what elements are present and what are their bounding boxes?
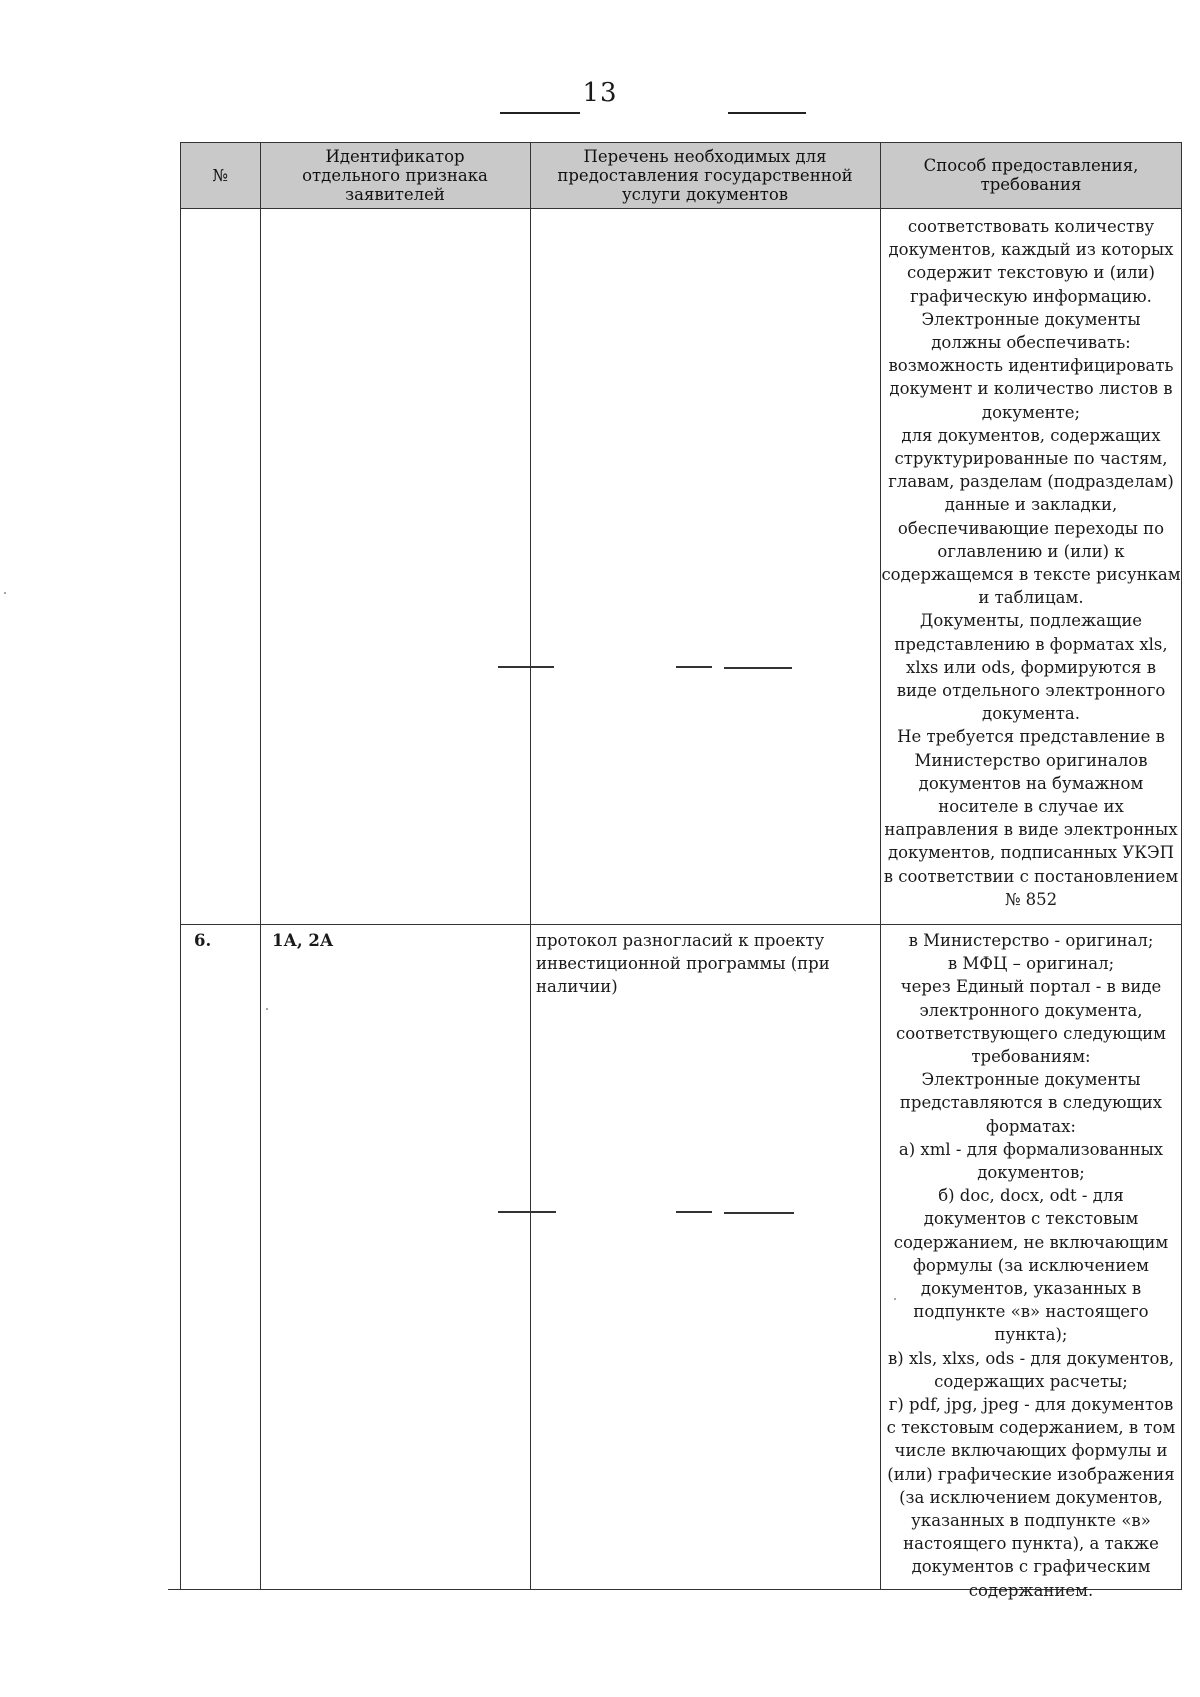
text-line: форматах: — [986, 1116, 1076, 1136]
text-line: документов, подписанных УКЭП — [887, 843, 1175, 863]
text-line: содержит текстовую и (или) — [907, 263, 1155, 283]
text-line: для документов, содержащих — [901, 425, 1161, 445]
scan-speck — [4, 592, 6, 594]
row-divider-6 — [180, 924, 1182, 925]
text-line: главам, разделам (подразделам) — [888, 472, 1174, 492]
scan-mark-rule — [498, 1211, 556, 1213]
text-line: документ и количество листов в — [889, 379, 1173, 399]
text-line: документе; — [981, 402, 1081, 422]
text-line: (за исключением документов, — [899, 1487, 1163, 1507]
scan-speck — [894, 1298, 896, 1300]
text-line: в Министерство - оригинал; — [908, 931, 1154, 950]
text-line: через Единый портал - в виде — [900, 977, 1162, 997]
scan-mark-rule — [676, 1211, 712, 1213]
text-line: документа. — [982, 704, 1080, 724]
table-left-border — [180, 142, 181, 1590]
text-line: наличии) — [536, 977, 618, 997]
text-line: представляются в следующих — [899, 1093, 1163, 1113]
documents-table — [180, 142, 1182, 1600]
text-line: настоящего пункта), а также — [903, 1534, 1159, 1554]
text-line: подпункте «в» настоящего — [913, 1302, 1149, 1322]
text-line: и таблицам. — [978, 588, 1084, 608]
text-line: направления в виде электронных — [884, 820, 1178, 840]
text-line: документов с графическим — [911, 1557, 1151, 1577]
text-line: в соответствии с постановлением — [883, 866, 1179, 886]
text-line: оглавлению и (или) к — [937, 541, 1125, 561]
text-line: требованиям: — [971, 1047, 1091, 1067]
text-line: данные и закладки, — [944, 495, 1118, 515]
text-line: носителе в случае их — [938, 797, 1124, 817]
text-line: документов, указанных в — [920, 1279, 1142, 1299]
page-number-rule-left — [500, 112, 580, 114]
text-line: соответствовать количеству — [907, 217, 1155, 236]
header-method: Способ предоставления, требования — [923, 156, 1139, 194]
text-line: а) xml - для формализованных — [898, 1139, 1164, 1159]
text-line: обеспечивающие переходы по — [897, 518, 1165, 538]
text-line: в) xls, xlxs, ods - для документов, — [888, 1348, 1174, 1368]
row-6-method-cell — [880, 929, 1182, 1602]
text-line: № 852 — [1004, 889, 1058, 909]
text-line: Министерство оригиналов — [914, 750, 1148, 770]
text-line: указанных в подпункте «в» — [911, 1511, 1151, 1531]
header-bottom-border — [180, 208, 1182, 209]
header-identifier: Идентификатор отдельного признака заявителей — [302, 146, 488, 204]
page-number-rule-right — [728, 112, 806, 114]
text-line: содержанием. — [968, 1580, 1094, 1600]
col-divider-1 — [260, 142, 261, 1590]
text-line: б) doc, docx, odt - для — [938, 1186, 1124, 1206]
scan-mark-rule — [724, 667, 792, 669]
text-line: Не требуется представление в — [897, 727, 1165, 747]
text-line: Электронные документы — [921, 309, 1141, 329]
text-line: документов с текстовым — [923, 1209, 1139, 1229]
header-num: № — [212, 165, 228, 185]
text-line: графическую информацию. — [910, 286, 1152, 306]
text-line: Документы, подлежащие — [919, 611, 1143, 631]
row-6-identifier: 1А, 2А — [272, 931, 334, 950]
scan-mark-rule — [498, 666, 554, 668]
scan-speck — [266, 1008, 268, 1010]
page-number: 13 — [582, 78, 618, 108]
text-line: виде отдельного электронного — [896, 681, 1166, 701]
text-line: документов на бумажном — [918, 773, 1144, 793]
text-line: содержащих расчеты; — [934, 1371, 1128, 1391]
text-line: содержащемся в тексте рисункам — [881, 565, 1181, 585]
text-line: инвестиционной программы (при — [536, 954, 830, 974]
text-line: электронного документа, — [919, 1000, 1143, 1020]
text-line: пункта); — [994, 1325, 1068, 1345]
text-line: документов; — [977, 1163, 1085, 1183]
text-line: в МФЦ – оригинал; — [947, 954, 1115, 974]
text-line: Электронные документы — [921, 1070, 1141, 1090]
text-line: соответствующего следующим — [896, 1023, 1166, 1043]
scan-mark-rule — [724, 1212, 794, 1214]
text-line: (или) графические изображения — [887, 1464, 1175, 1484]
text-line: числе включающих формулы и — [894, 1441, 1168, 1461]
row-6-num: 6. — [194, 931, 212, 950]
row-6-documents-cell — [536, 929, 874, 999]
text-line: xlxs или ods, формируются в — [906, 657, 1156, 677]
text-line: представлению в форматах xls, — [894, 634, 1168, 654]
text-line: структурированные по частям, — [894, 449, 1168, 469]
table-top-border — [180, 142, 1182, 143]
text-line: документов, каждый из которых — [888, 240, 1174, 260]
table-header-row — [180, 142, 1182, 208]
text-line: протокол разногласий к проекту — [536, 931, 825, 950]
text-line: формулы (за исключением — [913, 1255, 1149, 1275]
continuation-method-cell — [880, 215, 1182, 911]
header-documents: Перечень необходимых для предоставления государственной услуги документов — [557, 146, 853, 204]
text-line: должны обеспечивать: — [931, 333, 1131, 353]
text-line: г) pdf, jpg, jpeg - для документов — [888, 1395, 1174, 1415]
text-line: содержанием, не включающим — [893, 1232, 1169, 1252]
col-divider-2 — [530, 142, 531, 1590]
text-line: возможность идентифицировать — [888, 356, 1174, 376]
scan-mark-rule — [676, 666, 712, 668]
text-line: с текстовым содержанием, в том — [886, 1418, 1176, 1438]
